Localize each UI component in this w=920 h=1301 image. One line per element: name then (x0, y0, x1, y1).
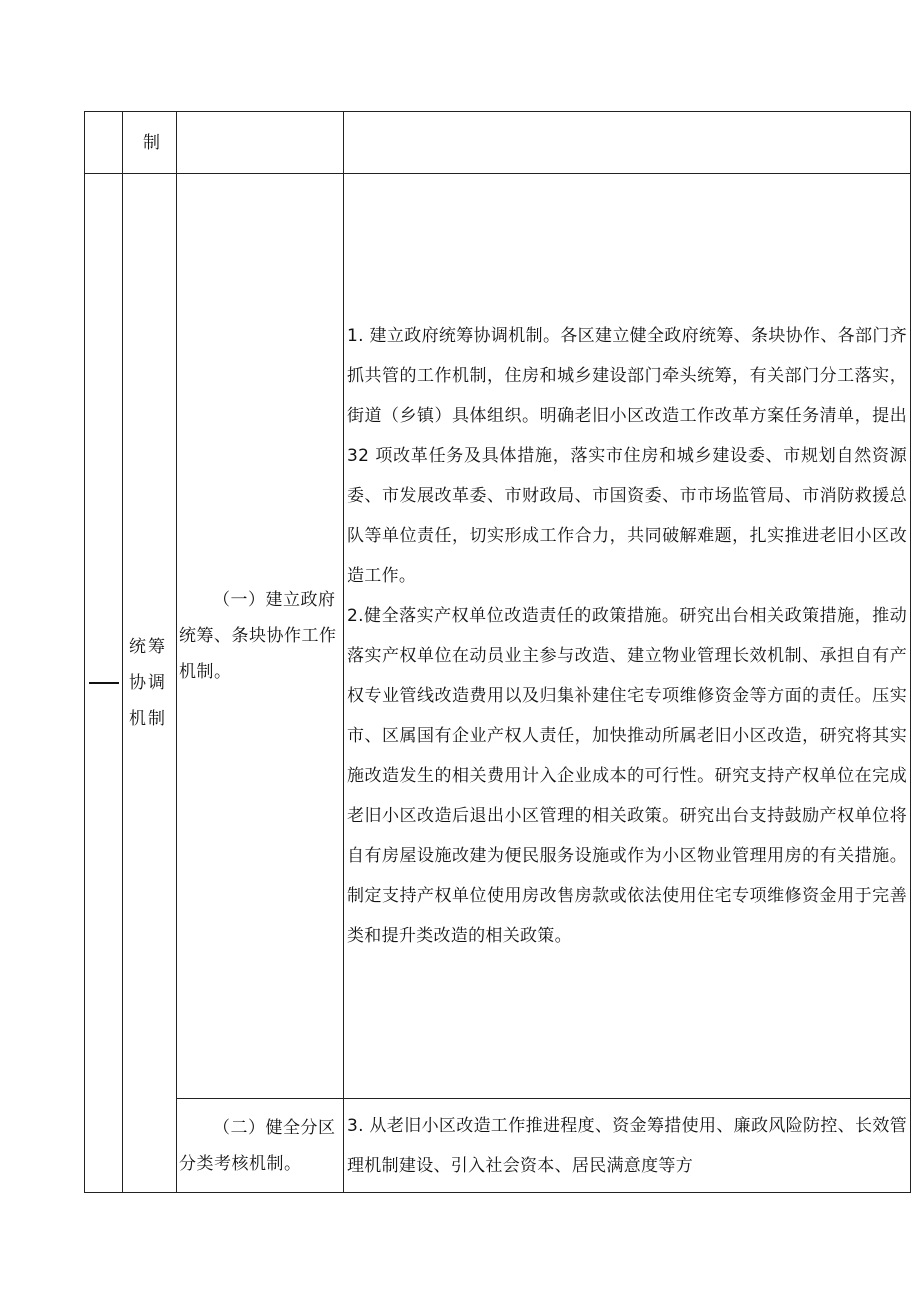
section-number-cell (85, 174, 123, 1193)
content-cell (344, 174, 911, 1099)
table-row (85, 112, 911, 174)
paragraph: 2.健全落实产权单位改造责任的政策措施。研究出台相关政策措施，推动落实产权单位在动员业主参与改造、建立物业管理长效机制、承担自有产权专业管线改造费用以及归集补建住宅专项维修资金等方面的责任。压实市、区属国有企业产权人责任，加快推动所属老旧小区改造，研究将其实施改造发生的相关费用计入企业成本的可行性。研究支持产权单位在完成老旧小区改造后退出小区管理的相关政策。研究出台支持鼓励产权单位将自有房屋设施改建为便民服务设施或作为小区物业管理用房的有关措施。制定支持产权单位使用房改售房款或依法使用住宅专项维修资金用于完善类和提升类改造的相关政策。 (347, 606, 907, 946)
content-text (344, 316, 910, 956)
subsection-title-cell (177, 1099, 344, 1193)
table-cell (123, 112, 177, 174)
table-row (85, 1099, 911, 1193)
table-cell (85, 112, 123, 174)
content-cell (344, 1099, 911, 1193)
section-number-glyph (89, 682, 119, 684)
paragraph: 3. 从老旧小区改造工作推进程度、资金筹措使用、廉政风险防控、长效管理机制建设、引入社会资本、居民满意度等方 (347, 1115, 907, 1176)
paragraph: 1. 建立政府统筹协调机制。各区建立健全政府统筹、条块协作、各部门齐抓共管的工作机制，住房和城乡建设部门牵头统筹，有关部门分工落实，街道（乡镇）具体组织。明确老旧小区改造工作改革方案任务清单，提出 32 项改革任务及具体措施，落实市住房和城乡建设委、市规划自然资源委、市发展改革委、市财政局、市国资委、市市场监管局、市消防救援总队等单位责任，切实形成工作合力，共同破解难题，扎实推进老旧小区改造工作。 (347, 326, 907, 586)
table-cell (344, 112, 911, 174)
subsection-title-cell (177, 174, 344, 1099)
table-row (85, 174, 911, 1099)
subsection-title: （一）建立政府统筹、条块协作工作机制。 (179, 590, 337, 682)
document-table (84, 111, 911, 1193)
content-text (344, 1106, 910, 1186)
table-cell (177, 112, 344, 174)
subsection-title: （二）健全分区分类考核机制。 (179, 1117, 336, 1174)
continuation-label: 制 (143, 133, 160, 153)
section-label-cell (123, 174, 177, 1193)
section-label: 统筹协调机制 (129, 637, 167, 729)
